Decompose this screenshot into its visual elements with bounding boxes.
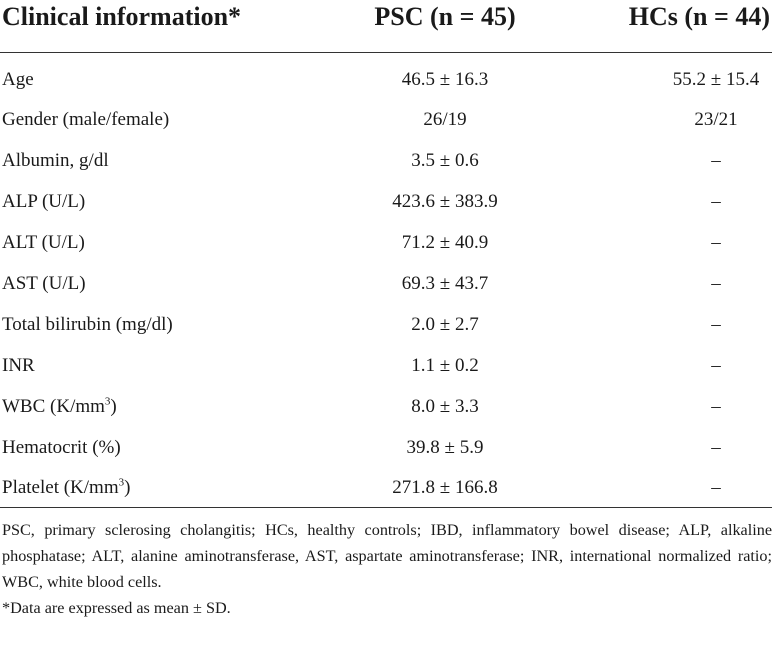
table-row xyxy=(0,468,772,512)
hc-value: – xyxy=(711,313,721,335)
row-label-text: WBC (K/mm xyxy=(2,395,105,417)
table-bottom-rule xyxy=(0,507,772,508)
row-label-text: Total bilirubin (mg/dl) xyxy=(2,313,173,335)
table-footnote xyxy=(2,517,772,621)
hc-value: – xyxy=(711,190,721,212)
psc-value: 271.8 ± 166.8 xyxy=(392,477,498,498)
table-row xyxy=(0,99,772,140)
hc-value: 55.2 ± 15.4 xyxy=(672,68,760,90)
header-clinical-information: Clinical information* xyxy=(0,0,310,52)
row-label-text: ALT (U/L) xyxy=(2,231,85,253)
row-label-suffix: ) xyxy=(110,395,117,417)
psc-value: 8.0 ± 3.3 xyxy=(411,395,479,417)
row-label xyxy=(0,304,310,345)
hc-value: – xyxy=(711,272,721,294)
table-row xyxy=(0,140,772,181)
hc-value: – xyxy=(711,436,721,458)
header-hcs: HCs (n = 44) xyxy=(580,0,772,52)
row-label xyxy=(0,263,310,304)
table-row xyxy=(0,345,772,386)
hc-value: – xyxy=(711,149,721,171)
row-label xyxy=(0,427,310,468)
row-label-text: Gender (male/female) xyxy=(2,108,170,130)
row-label-text: Albumin, g/dl xyxy=(2,149,109,171)
header-psc: PSC (n = 45) xyxy=(310,0,580,52)
row-label xyxy=(0,222,310,263)
table-row xyxy=(0,222,772,263)
psc-value: 3.5 ± 0.6 xyxy=(411,149,479,171)
row-label-text: INR xyxy=(2,354,35,376)
row-label xyxy=(0,468,310,512)
psc-value: 39.8 ± 5.9 xyxy=(406,436,484,458)
psc-value: 46.5 ± 16.3 xyxy=(401,68,489,90)
table-header xyxy=(0,0,772,52)
row-label xyxy=(0,99,310,140)
row-label-suffix: ) xyxy=(124,477,131,498)
psc-value: 26/19 xyxy=(423,108,467,130)
table-row xyxy=(0,181,772,222)
header-row xyxy=(0,0,772,52)
row-label xyxy=(0,386,310,427)
table-row xyxy=(0,427,772,468)
psc-value: 71.2 ± 40.9 xyxy=(401,231,489,253)
table-row xyxy=(0,304,772,345)
row-label xyxy=(0,181,310,222)
hc-value: – xyxy=(711,477,721,498)
psc-value: 423.6 ± 383.9 xyxy=(392,190,498,212)
psc-value: 2.0 ± 2.7 xyxy=(411,313,479,335)
row-label-superscript: 3 xyxy=(104,395,111,408)
hc-value: – xyxy=(711,395,721,417)
table-body xyxy=(0,52,772,512)
table-row xyxy=(0,263,772,304)
row-label xyxy=(0,140,310,181)
row-label-text: Hematocrit (%) xyxy=(2,436,121,458)
table-row xyxy=(0,52,772,99)
hc-value: – xyxy=(711,354,721,376)
hc-value: – xyxy=(711,231,721,253)
footnote-abbreviations: PSC, primary sclerosing cholangitis; HCs, healthy controls; IBD, inflammatory bowel disease; ALP, alkaline phosphatase; ALT, alanine aminotransferase, AST, aspartate aminotransferase; INR, international normalized ratio; WBC, white blood cells. xyxy=(2,521,772,591)
table-row xyxy=(0,386,772,427)
row-label xyxy=(0,345,310,386)
row-label-text: Platelet (K/mm xyxy=(2,477,119,498)
row-label-text: AST (U/L) xyxy=(2,272,86,294)
row-label-text: ALP (U/L) xyxy=(2,190,86,212)
row-label-text: Age xyxy=(2,68,34,90)
footnote-note: *Data are expressed as mean ± SD. xyxy=(2,599,231,617)
row-label xyxy=(0,52,310,99)
row-label-superscript: 3 xyxy=(118,476,125,489)
psc-value: 69.3 ± 43.7 xyxy=(401,272,489,294)
psc-value: 1.1 ± 0.2 xyxy=(411,354,479,376)
hc-value: 23/21 xyxy=(694,108,738,130)
